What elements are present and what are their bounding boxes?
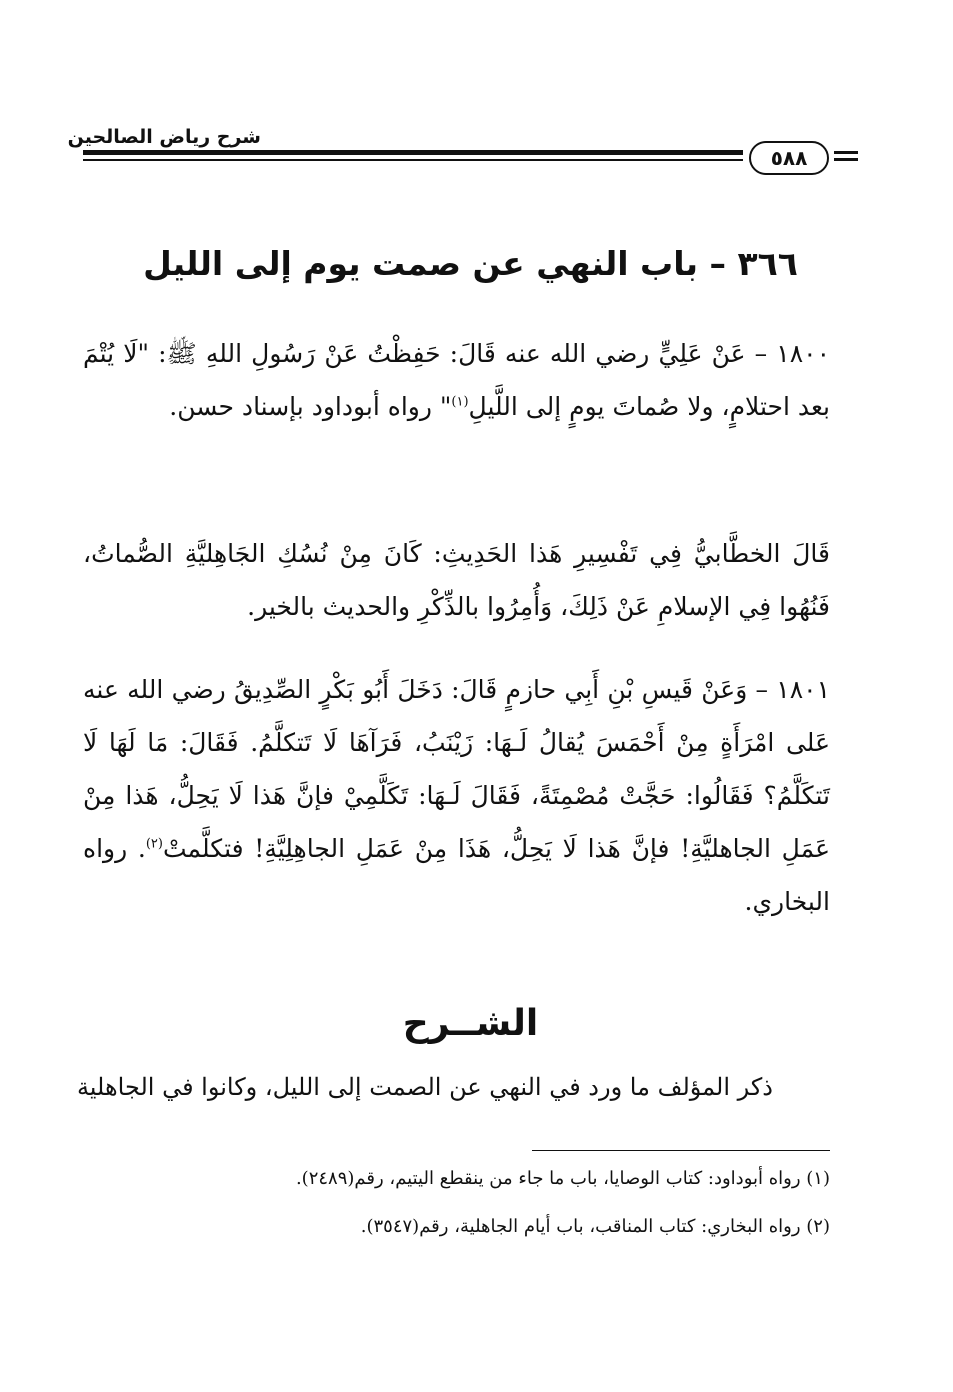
footnote-marker-1: (١) (451, 394, 469, 410)
footnote-marker-2: (٢) (145, 836, 163, 852)
header-rule (83, 148, 743, 167)
footnote-1: (١) رواه أبوداود: كتاب الوصايا، باب ما جاء من ينقطع اليتيم، رقم(٢٤٨٩). (295, 1168, 830, 1189)
page-number: ٥٨٨ (749, 141, 829, 175)
header-rule-thin-line (83, 159, 743, 161)
header-rule-thick-line (83, 150, 743, 155)
commentary-first-line: ذكر المؤلف ما ورد في النهي عن الصمت إلى الليل، وكانوا في الجاهلية (76, 1073, 773, 1101)
commentary-heading: الشــرح (402, 1003, 539, 1044)
hadith-1800-text: ١٨٠٠ – عَنْ عَلِيٍّ رضي الله عنه قَالَ: حَفِظْتُ عَنْ رَسُولِ اللهِ ﷺ: "لَا يُتْمَ بعد احتلامٍ، ولا صُماتَ يومٍ إلى اللَّيلِ (83, 339, 830, 421)
hadith-1801-source: . رواه البخاري. (83, 834, 830, 916)
running-header-title: شرح رياض الصالحين (67, 126, 261, 148)
hadith-1800-paragraph (83, 327, 830, 433)
hadith-1801-text: ١٨٠١ – وَعَنْ قَيسِ بْنِ أَبِي حازمٍ قَالَ: دَخَلَ أَبُو بَكْرٍ الصِّدِيقُ رضي الله عنه عَلى امْرَأَةٍ مِنْ أَحْمَسَ يُقالُ لَـهَا: زَيْنَبُ، فَرَآهَا لَا تَتكلَّمُ. فَقَالَ: مَا لَهَا لَا تَتكَلَّمُ؟ فَقَالُوا: حَجَّتْ مُصْمِتَةً، فَقَالَ لَـهَا: تَكَلَّمِيْ فإنَّ هَذا لَا يَحِلُّ، هَذا مِنْ عَمَلِ الجاهليَّةِ! فإنَّ هَذا لَا يَحِلُّ، هَذَا مِنْ عَمَلِ الجاهِلِيَّةِ! فتكلَّمتْ (83, 675, 830, 863)
hadith-1801-paragraph (83, 663, 830, 928)
chapter-heading: ٣٦٦ – باب النهي عن صمت يوم إلى الليل (143, 244, 798, 283)
page-number-ornament (834, 151, 858, 165)
footnote-2: (٢) رواه البخاري: كتاب المناقب، باب أيام الجاهلية، رقم(٣٥٤٧). (360, 1216, 830, 1237)
footnote-separator (532, 1150, 830, 1151)
hadith-1800-source: " رواه أبوداود بإسناد حسن. (169, 392, 452, 421)
khattabi-explanation-paragraph: قَالَ الخطَّابيُّ فِي تَفْسِيرِ هَذا الحَدِيثِ: كَانَ مِنْ نُسُكِ الجَاهِليَّةِ الصُّماتُ، فَنُهُوا فِي الإسلامِ عَنْ ذَلِكَ، وَأُمِرُوا بالذِّكْرِ والحديث بالخير. (83, 539, 830, 621)
